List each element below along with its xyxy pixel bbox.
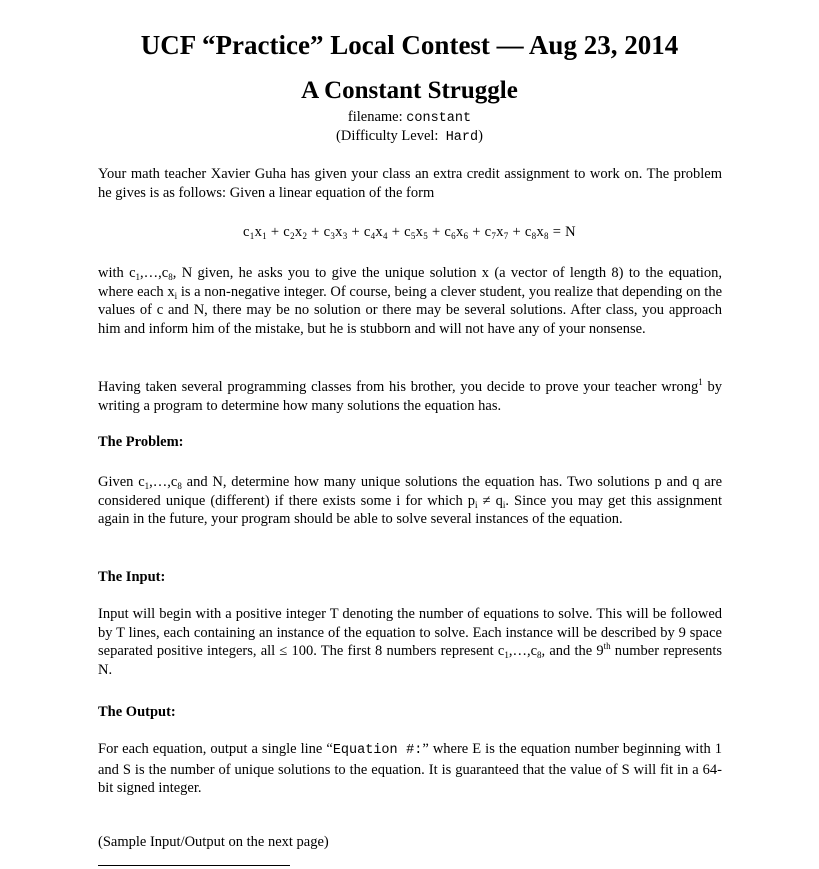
p2-text-b: N given, he asks you to give the unique solution x (a vector of length 8) to the equation, where each [98,265,723,300]
output-text-a: For each equation, output a single line “ [98,741,333,757]
intro-paragraph-3 [98,378,722,415]
filename-value: constant [406,111,472,126]
input-paragraph: Input will begin with a positive integer T denoting the number of equations to solve. This will be followed by T lines, each containing an instance of the equation to solve. Each instance will be described by 9 space separated positive integers, all ≤ 100. The first 8 numbers represent $c_1,\dots,c_8$, and the 9th number represents N. [98,606,723,678]
problem-text-b: and N, determine how many unique solutions the equation has. Two solutions p and q are considered unique (different) if there exists some i for which [98,474,723,509]
equation-rhs: N [565,224,576,240]
p2-text-c: is a non-negative integer. Of course, being a clever student, you realize that depending on the values of c and N, there may be no solution or there may be several solutions. After class, you approach him and inform him of the mistake, but he is stubborn and will not have any of your nonsense. [98,283,723,337]
filename-label: filename: [347,109,403,125]
problem-heading: The Problem: [98,434,184,450]
p3-text-a: Having taken several programming classes from his brother, you decide to prove your teacher wrong [98,379,699,395]
contest-header: UCF “Practice” Local Contest — Aug 23, 2014 [140,30,679,60]
problem-text-c: Since you may get this assignment again in the future, your program should be able to solve several instances of the equation. [98,492,723,528]
output-format-code: Equation #: [332,743,423,758]
ordinal-suffix: th [603,641,611,652]
input-text-b: , and the 9 [541,643,604,660]
footnote-marker: 1 [698,377,703,387]
footnote-separator [98,865,290,866]
p3-text-b: by writing a program to determine how many solutions the equation has. [98,379,723,414]
problem-text-a: Given [98,474,134,490]
difficulty-line: (Difficulty Level: Hard) [336,128,483,145]
intro-paragraph-2: with $c_1,\dots,c_8$, N given, he asks you to give the unique solution x (a vector of length 8) to the equation, where each $x_i$ is a non-negative integer. Of course, being a clever student, you realize that depending on the values of c and N, there may be no solution or there may be several solutions. After class, you approach him and inform him of the mistake, but he is stubborn and will not have any of your nonsense. [98,265,723,337]
output-paragraph [98,740,722,798]
p2-text-a: with [98,265,124,281]
input-heading: The Input: [98,569,166,585]
intro-paragraph-1: Your math teacher Xavier Guha has given your class an extra credit assignment to work on. The problem he gives is as follows: Given a linear equation of the form [98,166,722,201]
next-page-note: (Sample Input/Output on the next page) [98,834,329,850]
problem-title: A Constant Struggle [301,77,518,104]
input-text-c: number represents N. [98,643,723,678]
linear-equation: $c_1x_1 + c_2x_2 + c_3x_3 + c_4x_4 + c_5x_5 + c_6x_6 + c_7x_7 + c_8x_8 = N$ [243,224,576,241]
difficulty-value: Hard [445,130,479,145]
difficulty-label: Difficulty Level: [340,128,439,144]
output-heading: The Output: [98,704,176,720]
input-text-a: Input will begin with a positive integer T denoting the number of equations to solve. This will be followed by T lines, each containing an instance of the equation to solve. Each instance will be described by 9 space separated positive integers, all ≤ 100. The first 8 numbers represent [98,606,722,660]
output-text-b: ” where E is the equation number beginning with 1 and S is the number of unique solutions to the equation. It is guaranteed that the value of S will fit in a 64-bit signed integer. [98,741,723,797]
problem-paragraph: Given $c_1,\dots,c_8$ and N, determine how many unique solutions the equation has. Two solutions p and q are considered unique (different) if there exists some i for which $p_i \ne q_i$. Since you may get this assignment again in the future, your program should be able to solve several instances of the equation. [98,474,723,528]
